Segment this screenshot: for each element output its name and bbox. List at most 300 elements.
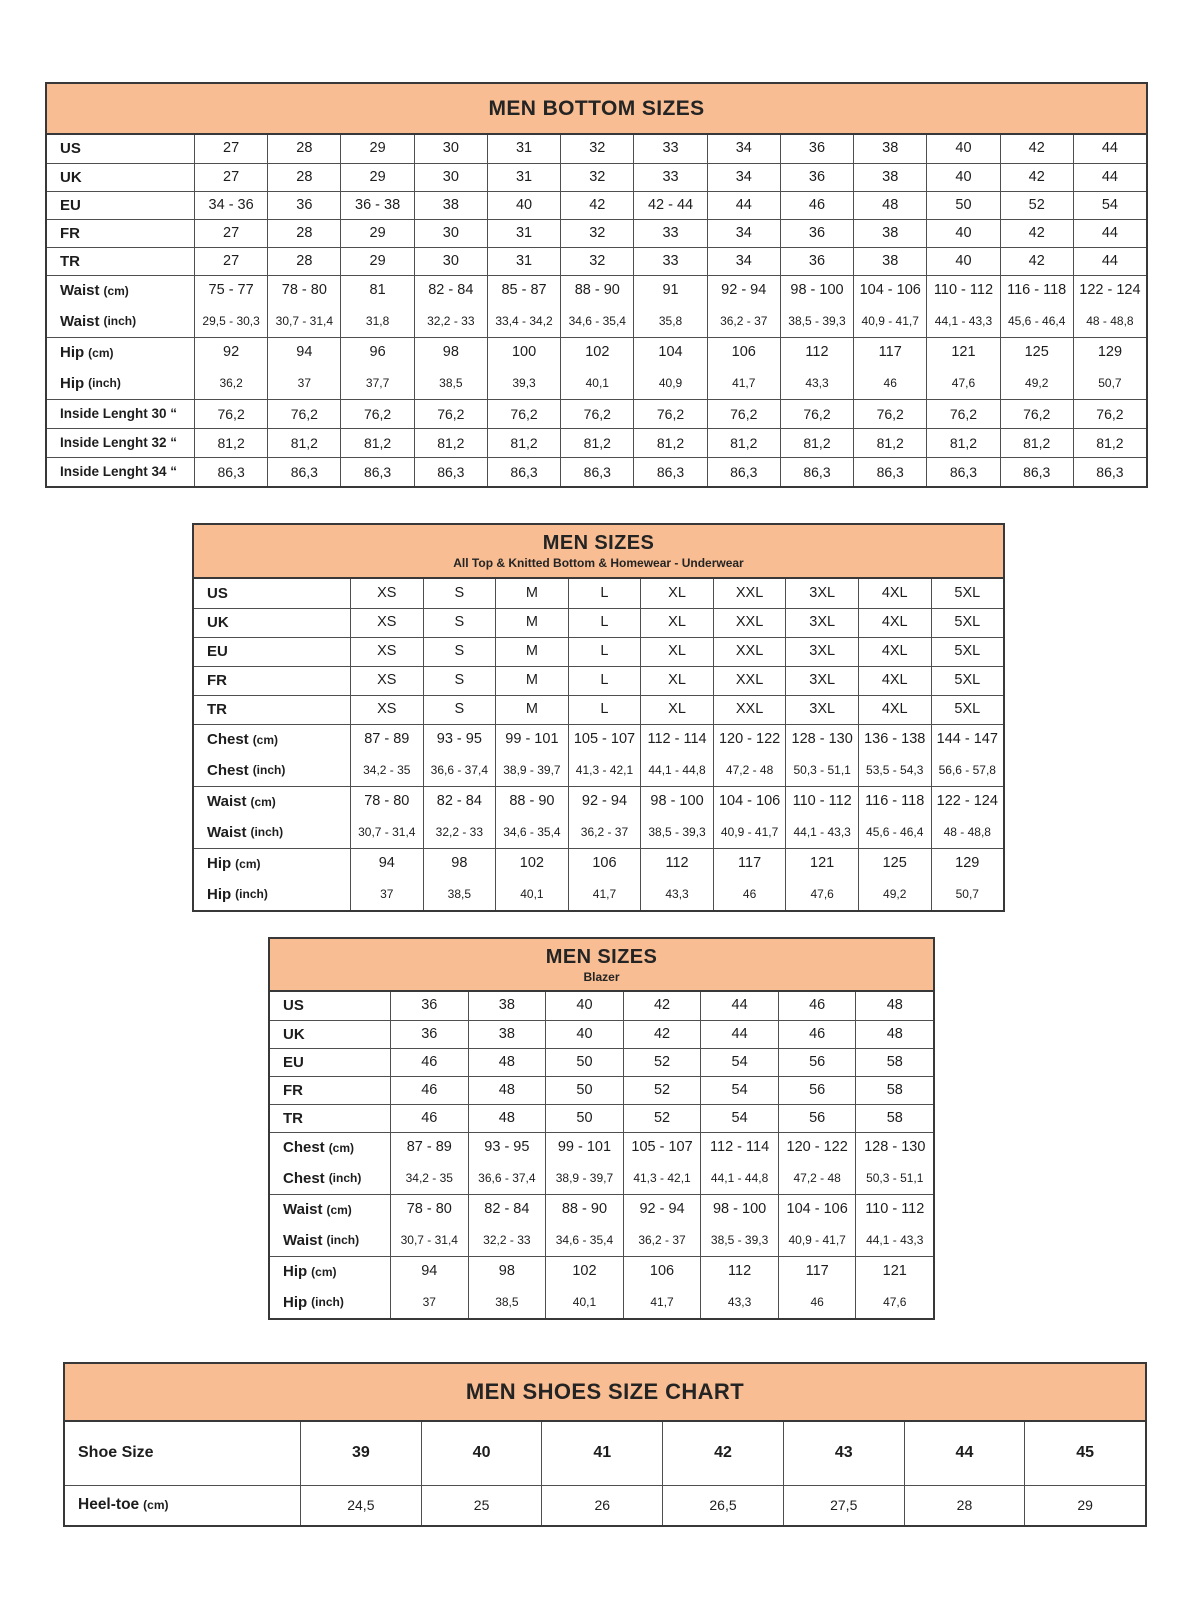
cell-value: XXL	[713, 609, 786, 637]
row-label: Chest (inch)	[283, 1169, 362, 1187]
cell-value: 50	[926, 192, 999, 219]
cell-value: 86,3	[194, 458, 267, 486]
cell-value: 29	[340, 248, 413, 275]
cell-value: 129	[1073, 338, 1146, 368]
cell-value: 86,3	[414, 458, 487, 486]
cell-value: 40,1	[545, 1287, 623, 1318]
table-row	[47, 337, 1146, 368]
cell-value: XS	[350, 579, 423, 608]
cell-value: 41,7	[707, 368, 780, 399]
cell-value: 44,1 - 43,3	[855, 1225, 933, 1256]
row-label: Waist (inch)	[60, 312, 137, 330]
cell-value: 3XL	[785, 638, 858, 666]
cell-value: 32,2 - 33	[468, 1225, 546, 1256]
cell-value: 98	[423, 849, 496, 879]
cell-value: 31	[487, 135, 560, 163]
row-label-unit: (cm)	[328, 1140, 355, 1155]
cell-value: 76,2	[1000, 400, 1073, 428]
cell-value: 125	[858, 849, 931, 879]
cell-value: 56	[778, 1077, 856, 1104]
row-label-unit: (inch)	[252, 763, 286, 778]
cell-value: 4XL	[858, 638, 931, 666]
cell-value: 29	[340, 135, 413, 163]
cell-value: 88 - 90	[545, 1195, 623, 1225]
cell-value: 110 - 112	[785, 787, 858, 817]
table-header-band	[194, 525, 1003, 579]
cell-value: 86,3	[926, 458, 999, 486]
cell-value: 94	[267, 338, 340, 368]
table-row	[47, 457, 1146, 486]
cell-value: 105 - 107	[623, 1133, 701, 1163]
table-subtitle: All Top & Knitted Bottom & Homewear - Underwear	[453, 556, 744, 570]
cell-value: 122 - 124	[1073, 276, 1146, 306]
cell-value: 27	[194, 248, 267, 275]
cell-value: 46	[780, 192, 853, 219]
cell-value: 86,3	[633, 458, 706, 486]
cell-value: 86,3	[560, 458, 633, 486]
cell-value: 38	[853, 220, 926, 247]
cell-value: 41,7	[623, 1287, 701, 1318]
table-row	[47, 428, 1146, 457]
cell-value: 48	[855, 1021, 933, 1048]
cell-value: 32	[560, 220, 633, 247]
row-label-unit: (cm)	[143, 1498, 169, 1513]
table-row	[270, 1194, 933, 1225]
cell-value: 49,2	[858, 879, 931, 910]
table-title: MEN SIZES	[542, 532, 655, 554]
table-row	[270, 1048, 933, 1076]
cell-value: 34	[707, 248, 780, 275]
cell-value: 45,6 - 46,4	[1000, 306, 1073, 337]
row-label-unit: (cm)	[235, 856, 261, 871]
cell-value: 50	[545, 1077, 623, 1104]
cell-value: 46	[713, 879, 786, 910]
row-label-unit: (cm)	[88, 345, 114, 360]
cell-value: S	[423, 579, 496, 608]
cell-value: 99 - 101	[545, 1133, 623, 1163]
cell-value: 33	[633, 164, 706, 191]
cell-value: L	[568, 667, 641, 695]
cell-value: M	[495, 696, 568, 724]
row-label: Hip (inch)	[207, 885, 268, 903]
cell-value: 5XL	[931, 638, 1004, 666]
cell-value: 112	[780, 338, 853, 368]
row-label: Waist (inch)	[207, 823, 284, 841]
cell-value: 86,3	[340, 458, 413, 486]
cell-value: 87 - 89	[350, 725, 423, 755]
cell-value: 117	[853, 338, 926, 368]
cell-value: 36,2 - 37	[707, 306, 780, 337]
cell-value: 98	[468, 1257, 546, 1287]
cell-value: 34,6 - 35,4	[495, 817, 568, 848]
cell-value: 30	[414, 220, 487, 247]
table-row	[47, 135, 1146, 163]
cell-value: 52	[623, 1049, 701, 1076]
table-body	[65, 1422, 1145, 1525]
table-row	[270, 1076, 933, 1104]
table-row	[270, 1163, 933, 1194]
cell-value: 3XL	[785, 609, 858, 637]
cell-value: 47,2 - 48	[713, 755, 786, 786]
cell-value: 31	[487, 164, 560, 191]
cell-value: 44	[1073, 220, 1146, 247]
table-header-band	[47, 84, 1146, 135]
cell-value: XXL	[713, 667, 786, 695]
cell-value: 43,3	[780, 368, 853, 399]
table-row	[194, 724, 1003, 755]
cell-value: 30	[414, 135, 487, 163]
cell-value: 5XL	[931, 696, 1004, 724]
cell-value: 31,8	[340, 306, 413, 337]
cell-value: 81,2	[1073, 429, 1146, 457]
cell-value: 38,5 - 39,3	[780, 306, 853, 337]
cell-value: 48	[468, 1105, 546, 1132]
cell-value: 36,2	[194, 368, 267, 399]
cell-value: 43,3	[640, 879, 713, 910]
cell-value: 117	[778, 1257, 856, 1287]
cell-value: XL	[640, 609, 713, 637]
cell-value: 49,2	[1000, 368, 1073, 399]
cell-value: 81,2	[267, 429, 340, 457]
cell-value: 128 - 130	[855, 1133, 933, 1163]
cell-value: 129	[931, 849, 1004, 879]
row-label: Shoe Size	[78, 1444, 154, 1462]
row-label: Waist (cm)	[207, 793, 276, 811]
cell-value: 87 - 89	[390, 1133, 468, 1163]
cell-value: 104 - 106	[713, 787, 786, 817]
cell-value: 40,9	[633, 368, 706, 399]
cell-value: 30,7 - 31,4	[390, 1225, 468, 1256]
cell-value: 32	[560, 248, 633, 275]
cell-value: 76,2	[926, 400, 999, 428]
cell-value: 104 - 106	[778, 1195, 856, 1225]
cell-value: 28	[267, 164, 340, 191]
cell-value: 50	[545, 1049, 623, 1076]
cell-value: 76,2	[340, 400, 413, 428]
table-row	[47, 306, 1146, 337]
cell-value: 5XL	[931, 667, 1004, 695]
cell-value: 44	[1073, 164, 1146, 191]
cell-value: 54	[700, 1077, 778, 1104]
cell-value: M	[495, 667, 568, 695]
cell-value: 40,9 - 41,7	[713, 817, 786, 848]
cell-value: 76,2	[414, 400, 487, 428]
cell-value: 32	[560, 164, 633, 191]
cell-value: 98 - 100	[640, 787, 713, 817]
cell-value: 40,9 - 41,7	[853, 306, 926, 337]
cell-value: 78 - 80	[390, 1195, 468, 1225]
cell-value: 39,3	[487, 368, 560, 399]
cell-value: 30,7 - 31,4	[267, 306, 340, 337]
cell-value: 47,6	[926, 368, 999, 399]
cell-value: 34,6 - 35,4	[545, 1225, 623, 1256]
cell-value: 76,2	[267, 400, 340, 428]
cell-value: 36,2 - 37	[623, 1225, 701, 1256]
cell-value: 42	[1000, 220, 1073, 247]
row-label-unit: (inch)	[326, 1233, 360, 1248]
cell-value: 38,5 - 39,3	[640, 817, 713, 848]
men-sizes-blazer-table	[268, 937, 935, 1320]
cell-value: 28	[267, 220, 340, 247]
cell-value: 86,3	[853, 458, 926, 486]
cell-value: 76,2	[633, 400, 706, 428]
cell-value: 3XL	[785, 579, 858, 608]
cell-value: 3XL	[785, 667, 858, 695]
cell-value: 47,6	[785, 879, 858, 910]
cell-value: XXL	[713, 638, 786, 666]
cell-value: 31	[487, 248, 560, 275]
row-label-unit: (cm)	[252, 732, 279, 747]
table-row	[194, 817, 1003, 848]
cell-value: 56	[778, 1105, 856, 1132]
cell-value: 116 - 118	[858, 787, 931, 817]
table-body	[194, 579, 1003, 910]
cell-value: 98 - 100	[700, 1195, 778, 1225]
cell-value: 44,1 - 44,8	[700, 1163, 778, 1194]
cell-value: 4XL	[858, 609, 931, 637]
cell-value: 58	[855, 1049, 933, 1076]
table-row	[65, 1485, 1145, 1525]
row-label: EU	[283, 1053, 304, 1071]
cell-value: 41,3 - 42,1	[568, 755, 641, 786]
cell-value: 44	[700, 992, 778, 1020]
cell-value: 81,2	[633, 429, 706, 457]
table-title: MEN BOTTOM SIZES	[488, 96, 705, 120]
cell-value: 36	[780, 248, 853, 275]
cell-value: 81,2	[707, 429, 780, 457]
cell-value: 41,7	[568, 879, 641, 910]
cell-value: 102	[545, 1257, 623, 1287]
cell-value: 106	[623, 1257, 701, 1287]
cell-value: 34,6 - 35,4	[560, 306, 633, 337]
cell-value: 52	[623, 1105, 701, 1132]
row-label: EU	[60, 196, 81, 214]
cell-value: XL	[640, 667, 713, 695]
cell-value: 44	[1073, 135, 1146, 163]
cell-value: 52	[623, 1077, 701, 1104]
cell-value: XXL	[713, 696, 786, 724]
cell-value: 39	[300, 1422, 421, 1485]
cell-value: 46	[853, 368, 926, 399]
cell-value: 48	[855, 992, 933, 1020]
cell-value: 81,2	[414, 429, 487, 457]
cell-value: 30	[414, 248, 487, 275]
cell-value: 82 - 84	[468, 1195, 546, 1225]
cell-value: 50,3 - 51,1	[785, 755, 858, 786]
row-label-unit: (inch)	[250, 825, 284, 840]
cell-value: 40	[545, 992, 623, 1020]
table-row	[47, 247, 1146, 275]
cell-value: 50,3 - 51,1	[855, 1163, 933, 1194]
cell-value: 33	[633, 220, 706, 247]
cell-value: 46	[778, 1021, 856, 1048]
cell-value: XXL	[713, 579, 786, 608]
row-label: Inside Lenght 32 “	[60, 434, 178, 450]
cell-value: XL	[640, 696, 713, 724]
cell-value: 24,5	[300, 1486, 421, 1525]
cell-value: 27	[194, 220, 267, 247]
men-shoes-size-chart-table	[63, 1362, 1147, 1527]
cell-value: XS	[350, 667, 423, 695]
cell-value: 25	[421, 1486, 542, 1525]
cell-value: 92 - 94	[623, 1195, 701, 1225]
cell-value: 78 - 80	[267, 276, 340, 306]
table-row	[270, 1132, 933, 1163]
cell-value: 52	[1000, 192, 1073, 219]
cell-value: 96	[340, 338, 413, 368]
cell-value: 32	[560, 135, 633, 163]
cell-value: 121	[785, 849, 858, 879]
cell-value: 27	[194, 135, 267, 163]
cell-value: 45,6 - 46,4	[858, 817, 931, 848]
table-row	[47, 368, 1146, 399]
cell-value: 33	[633, 248, 706, 275]
cell-value: 50,7	[931, 879, 1004, 910]
table-row	[194, 608, 1003, 637]
row-label-unit: (cm)	[103, 283, 129, 298]
table-row	[194, 695, 1003, 724]
cell-value: 33,4 - 34,2	[487, 306, 560, 337]
cell-value: 112 - 114	[640, 725, 713, 755]
cell-value: 36	[780, 220, 853, 247]
cell-value: 54	[1073, 192, 1146, 219]
table-row	[194, 879, 1003, 910]
cell-value: 98	[414, 338, 487, 368]
cell-value: 37	[267, 368, 340, 399]
cell-value: S	[423, 609, 496, 637]
cell-value: 136 - 138	[858, 725, 931, 755]
cell-value: 42	[1000, 135, 1073, 163]
cell-value: 50,7	[1073, 368, 1146, 399]
cell-value: 48 - 48,8	[931, 817, 1004, 848]
cell-value: 46	[778, 1287, 856, 1318]
row-label-unit: (cm)	[326, 1202, 352, 1217]
cell-value: S	[423, 667, 496, 695]
table-row	[194, 755, 1003, 786]
table-row	[270, 1104, 933, 1132]
row-label: Chest (cm)	[207, 731, 279, 749]
row-label: FR	[283, 1081, 303, 1099]
row-label: US	[60, 140, 81, 158]
row-label: Waist (inch)	[283, 1231, 360, 1249]
row-label-unit: (inch)	[328, 1171, 362, 1186]
cell-value: 112 - 114	[700, 1133, 778, 1163]
cell-value: 36	[390, 992, 468, 1020]
row-label: Hip (inch)	[283, 1293, 344, 1311]
cell-value: 5XL	[931, 579, 1004, 608]
cell-value: 4XL	[858, 667, 931, 695]
cell-value: 50	[545, 1105, 623, 1132]
cell-value: 104 - 106	[853, 276, 926, 306]
row-label: TR	[60, 252, 80, 270]
cell-value: 106	[707, 338, 780, 368]
row-label: FR	[60, 224, 80, 242]
cell-value: 42	[662, 1422, 783, 1485]
cell-value: 76,2	[560, 400, 633, 428]
cell-value: 81,2	[780, 429, 853, 457]
table-title: MEN SIZES	[545, 945, 658, 968]
table-subtitle: Blazer	[583, 969, 620, 984]
cell-value: 88 - 90	[495, 787, 568, 817]
cell-value: 100	[487, 338, 560, 368]
cell-value: 105 - 107	[568, 725, 641, 755]
cell-value: 40	[421, 1422, 542, 1485]
cell-value: 45	[1024, 1422, 1145, 1485]
cell-value: 34	[707, 164, 780, 191]
cell-value: 81,2	[487, 429, 560, 457]
cell-value: 27,5	[783, 1486, 904, 1525]
row-label: Hip (inch)	[60, 374, 121, 392]
cell-value: 43	[783, 1422, 904, 1485]
row-label: TR	[283, 1109, 303, 1127]
cell-value: 42	[1000, 248, 1073, 275]
row-label: Chest (inch)	[207, 761, 286, 779]
row-label: Chest (cm)	[283, 1139, 355, 1157]
cell-value: 85 - 87	[487, 276, 560, 306]
table-row	[270, 1020, 933, 1048]
cell-value: 46	[390, 1049, 468, 1076]
men-sizes-top-knitted-table	[192, 523, 1005, 912]
cell-value: 42	[560, 192, 633, 219]
cell-value: 46	[390, 1077, 468, 1104]
cell-value: 40,1	[560, 368, 633, 399]
cell-value: 37,7	[340, 368, 413, 399]
cell-value: 99 - 101	[495, 725, 568, 755]
cell-value: 32,2 - 33	[423, 817, 496, 848]
cell-value: 31	[487, 220, 560, 247]
men-bottom-sizes-table	[45, 82, 1148, 488]
row-label-unit: (inch)	[235, 887, 268, 902]
row-label-unit: (cm)	[311, 1264, 337, 1279]
cell-value: 42 - 44	[633, 192, 706, 219]
cell-value: 53,5 - 54,3	[858, 755, 931, 786]
cell-value: 76,2	[194, 400, 267, 428]
cell-value: 44	[1073, 248, 1146, 275]
cell-value: 81,2	[853, 429, 926, 457]
cell-value: 40	[926, 248, 999, 275]
table-row	[47, 191, 1146, 219]
cell-value: 144 - 147	[931, 725, 1004, 755]
cell-value: 48	[468, 1049, 546, 1076]
cell-value: 36,6 - 37,4	[468, 1163, 546, 1194]
cell-value: XS	[350, 638, 423, 666]
cell-value: 81,2	[340, 429, 413, 457]
cell-value: 37	[390, 1287, 468, 1318]
cell-value: M	[495, 579, 568, 608]
cell-value: 4XL	[858, 579, 931, 608]
cell-value: 86,3	[267, 458, 340, 486]
cell-value: 88 - 90	[560, 276, 633, 306]
cell-value: 120 - 122	[778, 1133, 856, 1163]
cell-value: 106	[568, 849, 641, 879]
cell-value: 34,2 - 35	[390, 1163, 468, 1194]
cell-value: 28	[904, 1486, 1025, 1525]
cell-value: 30,7 - 31,4	[350, 817, 423, 848]
row-label: Inside Lenght 30 “	[60, 405, 178, 421]
table-row	[47, 219, 1146, 247]
cell-value: L	[568, 696, 641, 724]
cell-value: 36,2 - 37	[568, 817, 641, 848]
cell-value: 44,1 - 44,8	[640, 755, 713, 786]
cell-value: 34	[707, 220, 780, 247]
cell-value: 42	[623, 992, 701, 1020]
row-label-unit: (cm)	[250, 794, 276, 809]
row-label: TR	[207, 701, 227, 719]
cell-value: 58	[855, 1077, 933, 1104]
cell-value: 81,2	[926, 429, 999, 457]
cell-value: 93 - 95	[468, 1133, 546, 1163]
cell-value: 44	[707, 192, 780, 219]
